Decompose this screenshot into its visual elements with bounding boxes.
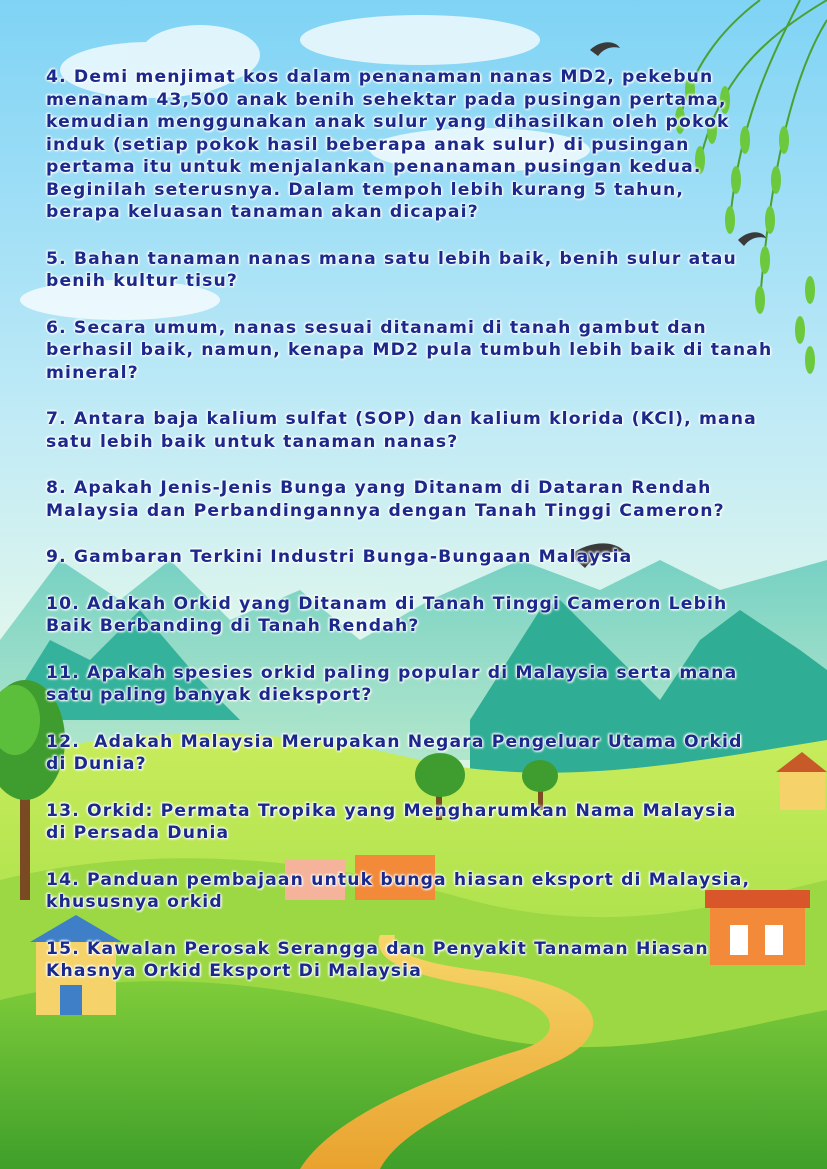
question-10: 10. Adakah Orkid yang Ditanam di Tanah Tinggi Cameron Lebih Baik Berbanding di Tanah Rendah? [46,593,728,636]
question-list [46,66,796,1007]
question-7: 7. Antara baja kalium sulfat (SOP) dan kalium klorida (KCl), mana satu lebih baik untuk tanaman nanas? [46,409,757,452]
question-14: 14. Panduan pembajaan untuk bunga hiasan eksport di Malaysia, khususnya orkid [46,869,751,912]
question-12: 12. Adakah Malaysia Merupakan Negara Pengeluar Utama Orkid di Dunia? [46,731,743,774]
question-6: 6. Secara umum, nanas sesuai ditanami di tanah gambut dan berhasil baik, namun, kenapa MD2 pula tumbuh lebih baik di tanah mineral? [46,317,773,383]
question-15: 15. Kawalan Perosak Serangga dan Penyakit Tanaman Hiasan Khasnya Orkid Eksport Di Malaysia [46,938,709,981]
question-13: 13. Orkid: Permata Tropika yang Mengharumkan Nama Malaysia di Persada Dunia [46,800,737,843]
question-8: 8. Apakah Jenis-Jenis Bunga yang Ditanam di Dataran Rendah Malaysia dan Perbandingannya dengan Tanah Tinggi Cameron? [46,478,725,521]
question-9: 9. Gambaran Terkini Industri Bunga-Bungaan Malaysia [46,547,633,567]
question-5: 5. Bahan tanaman nanas mana satu lebih baik, benih sulur atau benih kultur tisu? [46,248,737,291]
question-4: 4. Demi menjimat kos dalam penanaman nanas MD2, pekebun menanam 43,500 anak benih sehektar pada pusingan pertama, kemudian menggunakan anak sulur yang dihasilkan oleh pokok induk (setiap pokok hasil beberapa anak sulur) di pusingan pertama itu untuk menjalankan penanaman pusingan kedua. Beginilah seterusnya. Dalam tempoh lebih kurang 5 tahun, berapa keluasan tanaman akan dicapai? [46,67,730,222]
question-11: 11. Apakah spesies orkid paling popular di Malaysia serta mana satu paling banyak dieksport? [46,662,738,705]
